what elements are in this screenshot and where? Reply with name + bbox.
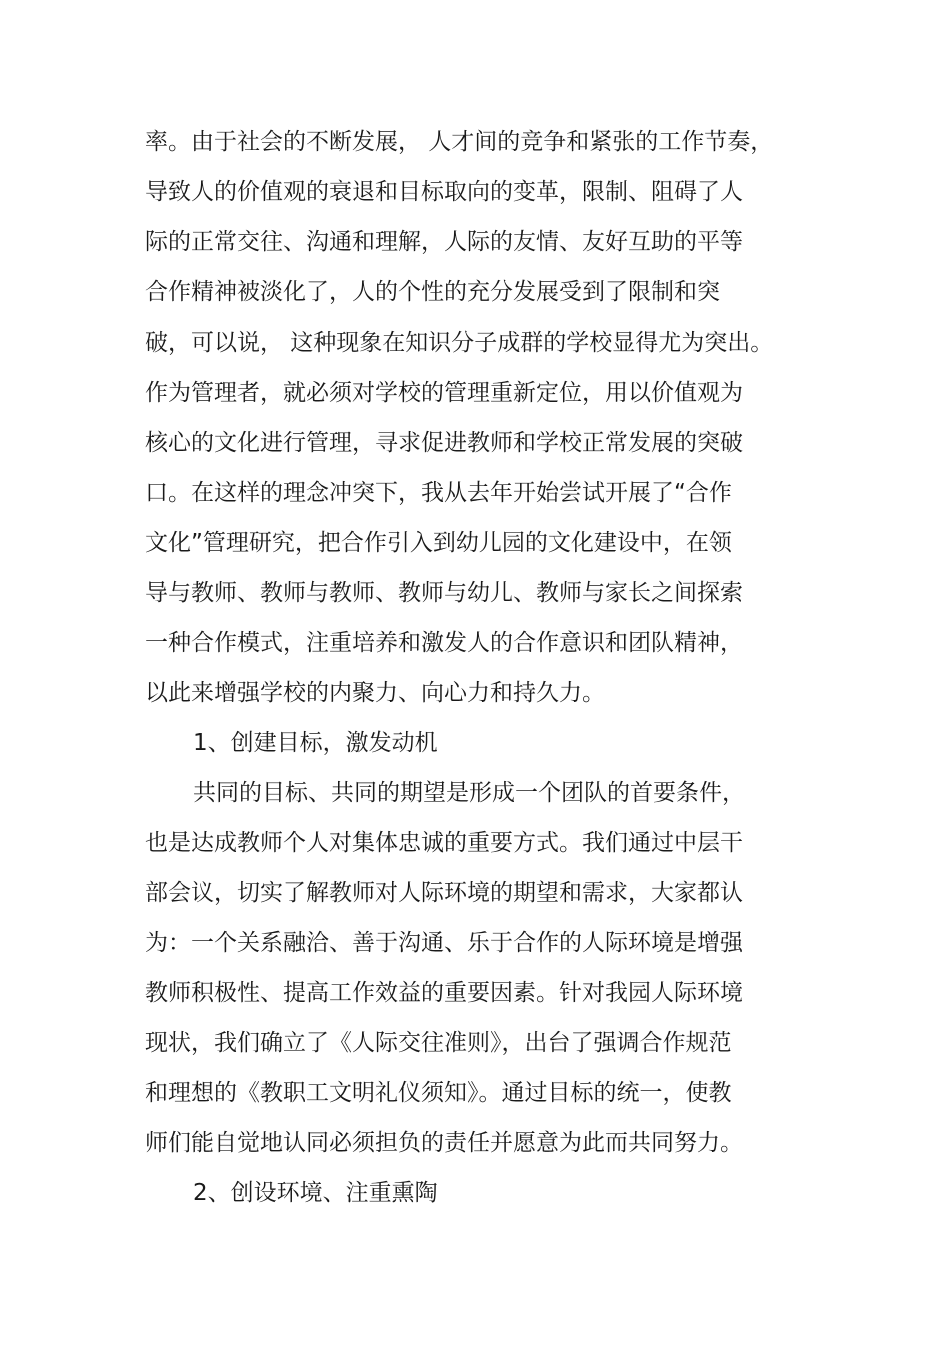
paragraph-line: 导致人的价值观的衰退和目标取向的变革，限制、阻碍了人	[145, 179, 743, 205]
paragraph-line: 际的正常交往、沟通和理解，人际的友情、友好互助的平等	[145, 229, 743, 255]
paragraph-line: 文化”管理研究，把合作引入到幼儿园的文化建设中，在领	[145, 530, 732, 556]
section-heading: 1、创建目标，激发动机	[193, 730, 438, 756]
paragraph-line: 破，可以说， 这种现象在知识分子成群的学校显得尤为突出。	[145, 330, 774, 356]
section-heading: 2、创设环境、注重熏陶	[193, 1180, 438, 1206]
paragraph-line: 口。在这样的理念冲突下，我从去年开始尝试开展了“合作	[145, 480, 732, 506]
paragraph-line: 共同的目标、共同的期望是形成一个团队的首要条件，	[193, 780, 745, 806]
paragraph-line: 导与教师、教师与教师、教师与幼儿、教师与家长之间探索	[145, 580, 743, 606]
paragraph-line: 教师积极性、提高工作效益的重要因素。针对我园人际环境	[145, 980, 743, 1006]
paragraph-line: 也是达成教师个人对集体忠诚的重要方式。我们通过中层干	[145, 830, 743, 856]
paragraph-line: 为：一个关系融洽、善于沟通、乐于合作的人际环境是增强	[145, 930, 743, 956]
paragraph-line: 核心的文化进行管理，寻求促进教师和学校正常发展的突破	[145, 430, 743, 456]
paragraph-line: 现状，我们确立了《人际交往准则》，出台了强调合作规范	[145, 1030, 732, 1056]
paragraph-line: 师们能自觉地认同必须担负的责任并愿意为此而共同努力。	[145, 1130, 743, 1156]
paragraph-line: 一种合作模式，注重培养和激发人的合作意识和团队精神，	[145, 630, 743, 656]
paragraph-line: 部会议，切实了解教师对人际环境的期望和需求，大家都认	[145, 880, 743, 906]
paragraph-line: 合作精神被淡化了，人的个性的充分发展受到了限制和突	[145, 279, 720, 305]
paragraph-line: 率。由于社会的不断发展， 人才间的竞争和紧张的工作节奏，	[145, 129, 774, 155]
paragraph-line: 以此来增强学校的内聚力、向心力和持久力。	[145, 680, 605, 706]
paragraph-line: 作为管理者，就必须对学校的管理重新定位，用以价值观为	[145, 380, 743, 406]
paragraph-line: 和理想的《教职工文明礼仪须知》。通过目标的统一，使教	[145, 1080, 732, 1106]
